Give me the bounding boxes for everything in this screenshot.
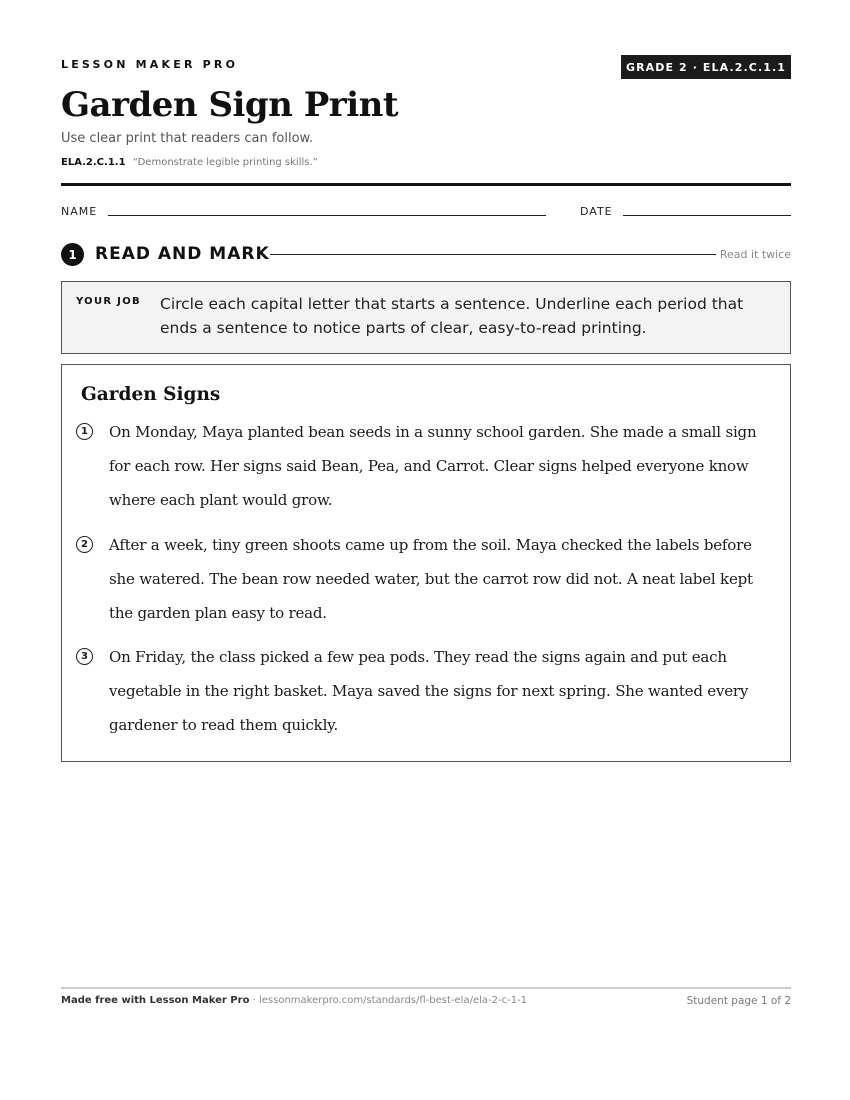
paragraph-text: On Monday, Maya planted bean seeds in a sunny school garden. She made a small sign for each row. Her signs said Bean, Pea, and Carrot. Clear signs helped everyone know where each plant would grow. [109,423,757,509]
footer-brand: Made free with Lesson Maker Pro [61,995,250,1006]
footer-url[interactable]: · lessonmakerpro.com/standards/fl-best-ela/ela-2-c-1-1 [249,995,528,1006]
section-hint: Read it twice [719,248,791,261]
standard-code: ELA.2.C.1.1 [61,157,126,168]
date-label: DATE [580,205,613,218]
header-divider [61,183,791,186]
page-subtitle: Use clear print that readers can follow. [61,131,314,146]
section-divider [270,254,716,255]
standard-line [61,157,318,168]
passage-title: Garden Signs [81,384,221,405]
page-title: Garden Sign Print [61,85,399,125]
brand-name: LESSON MAKER PRO [61,58,239,71]
paragraph-text: After a week, tiny green shoots came up from the soil. Maya checked the labels before she watered. The bean row needed water, but the carrot row did not. A neat label kept the garden plan easy to read. [109,536,753,622]
name-label: NAME [61,205,98,218]
paragraph-number-badge: 3 [76,648,93,665]
standard-quote: “Demonstrate legible printing skills.” [132,157,318,168]
paragraph-number-badge: 2 [76,536,93,553]
footer-credit [61,995,527,1006]
grade-badge: GRADE 2 · ELA.2.C.1.1 [621,55,791,79]
date-field[interactable] [623,215,791,216]
section-title: READ AND MARK [95,244,270,264]
instructions-text: Circle each capital letter that starts a sentence. Underline each period that ends a sentence to notice parts of clear, easy-to-read printing. [160,295,744,337]
paragraph-text: On Friday, the class picked a few pea pods. They read the signs again and put each vegetable in the right basket. Maya saved the signs for next spring. She wanted every gardener to read them quickly. [109,648,749,734]
footer-divider [61,987,791,989]
instructions-label: YOUR JOB [76,296,141,307]
worksheet-page [61,0,791,1100]
instructions-box [61,281,791,354]
section-number-badge: 1 [61,243,84,266]
paragraph-number-badge: 1 [76,423,93,440]
name-field[interactable] [108,215,546,216]
page-indicator: Student page 1 of 2 [686,995,791,1007]
reading-passage-box [61,364,791,762]
